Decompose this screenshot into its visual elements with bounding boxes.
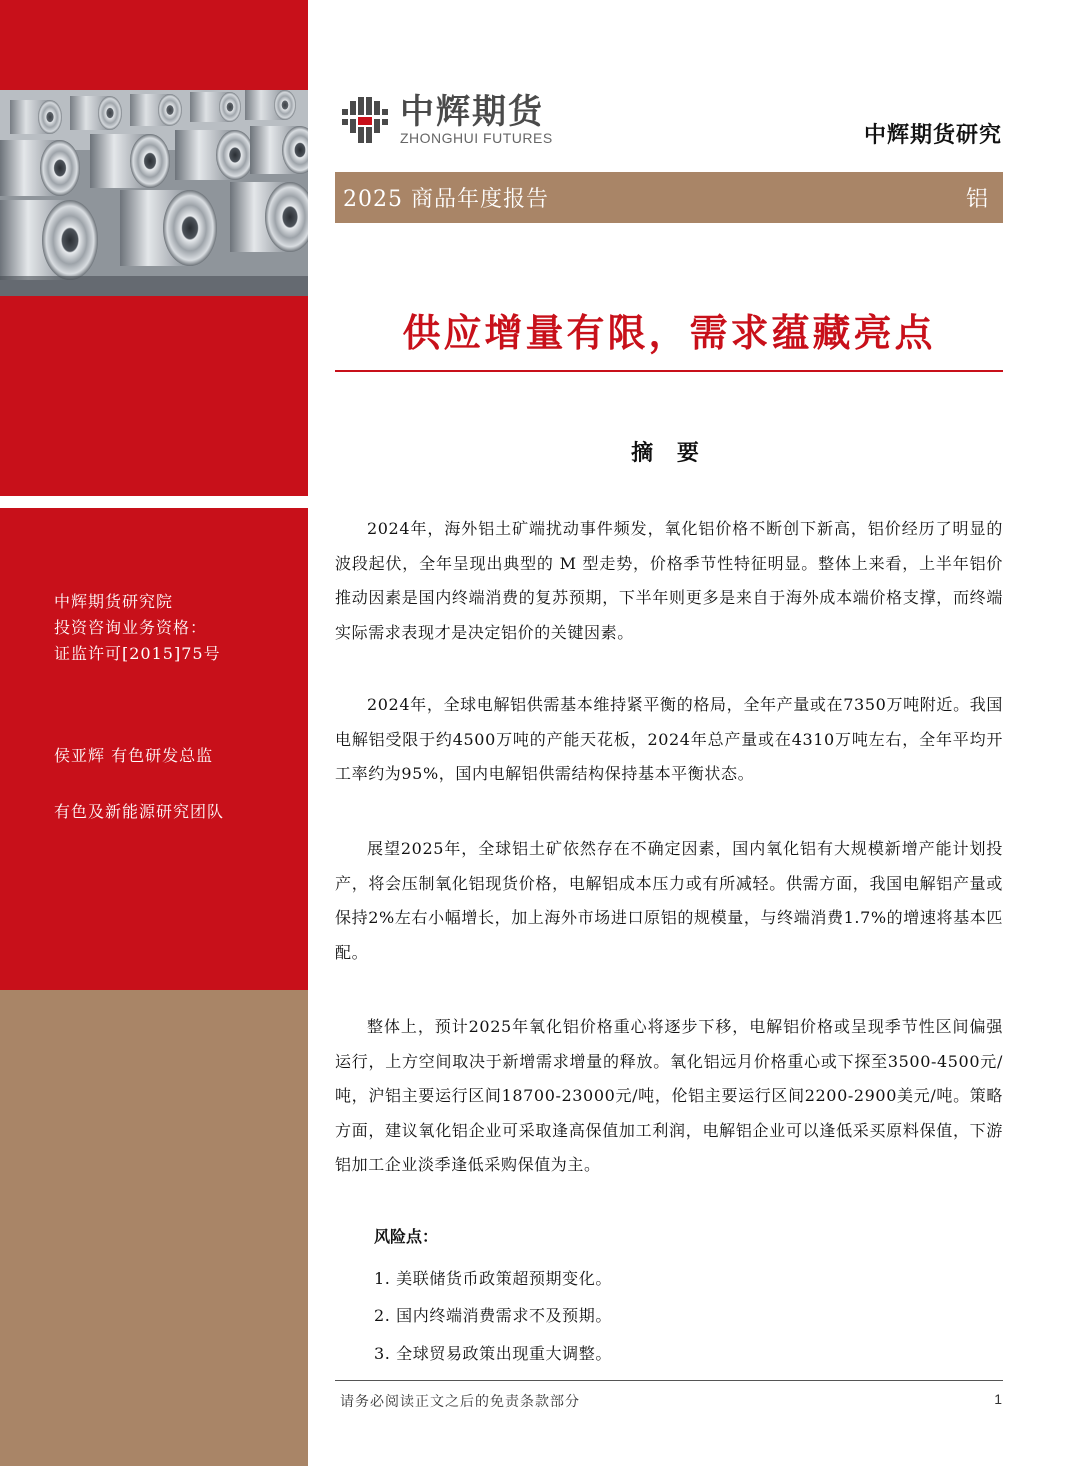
brand-research-label: 中辉期货研究: [863, 122, 1002, 148]
logo-mark-icon: [340, 95, 390, 145]
sidebar-divider: [0, 496, 308, 508]
commodity-label: 铝: [965, 187, 989, 212]
risk-item: 3. 全球贸易政策出现重大调整。: [374, 1344, 612, 1363]
sidebar-analyst: 侯亚辉 有色研发总监: [54, 746, 214, 765]
sidebar-team: 有色及新能源研究团队: [54, 802, 225, 821]
report-type-bar: [335, 172, 1003, 223]
abstract-heading: 摘 要: [631, 440, 707, 466]
sidebar: [0, 0, 308, 1466]
risk-item: 1. 美联储货币政策超预期变化。: [374, 1269, 612, 1288]
footer-rule: [335, 1380, 1003, 1381]
page-number: 1: [994, 1391, 1002, 1407]
company-logo: [340, 92, 553, 148]
risk-item: 2. 国内终端消费需求不及预期。: [374, 1306, 612, 1325]
report-label: 2025 商品年度报告: [343, 187, 549, 212]
report-title: 供应增量有限，需求蕴藏亮点: [402, 310, 936, 355]
abstract-paragraph-4: 整体上，预计2025年氧化铝价格重心将逐步下移，电解铝价格或呈现季节性区间偏强运行，上方空间取决于新增需求增量的释放。氧化铝远月价格重心或下探至3500-4500元/吨，沪铝主要运行区间18700-23000元/吨，伦铝主要运行区间2200-2900美元/吨。策略方面，建议氧化铝企业可采取逢高保值加工利润，电解铝企业可以逢低采买原料保值，下游铝加工企业淡季逢低采购保值为主。: [335, 1017, 1003, 1174]
sidebar-red-band-middle: [0, 296, 308, 496]
sidebar-red-band-top: [0, 0, 308, 90]
sidebar-license: 证监许可[2015]75号: [54, 644, 221, 663]
disclaimer-note: 请务必阅读正文之后的免责条款部分: [340, 1394, 580, 1410]
risk-heading: 风险点：: [374, 1227, 439, 1246]
sidebar-qualification: 投资咨询业务资格：: [54, 618, 208, 637]
sidebar-institute: 中辉期货研究院: [54, 592, 174, 611]
logo-english-name: ZHONGHUI FUTURES: [400, 130, 553, 146]
logo-chinese-name: 中辉期货: [400, 92, 544, 132]
aluminum-coils-photo: [0, 90, 308, 296]
title-underline: [335, 370, 1003, 372]
aluminum-coils-illustration: [0, 90, 308, 296]
abstract-paragraph-3: 展望2025年，全球铝土矿依然存在不确定因素，国内氧化铝有大规模新增产能计划投产，将会压制氧化铝现货价格，电解铝成本压力或有所减轻。供需方面，我国电解铝产量或保持2%左右小幅增长，加上海外市场进口原铝的规模量，与终端消费1.7%的增速将基本匹配。: [335, 839, 1003, 962]
abstract-paragraph-2: 2024年，全球电解铝供需基本维持紧平衡的格局，全年产量或在7350万吨附近。我国电解铝受限于约4500万吨的产能天花板，2024年总产量或在4310万吨左右，全年平均开工率约为95%，国内电解铝供需结构保持基本平衡状态。: [335, 695, 1003, 783]
abstract-paragraph-1: 2024年，海外铝土矿端扰动事件频发，氧化铝价格不断创下新高，铝价经历了明显的波段起伏，全年呈现出典型的 M 型走势，价格季节性特征明显。整体上来看，上半年铝价推动因素是国内终端消费的复苏预期，下半年则更多是来自于海外成本端价格支撑，而终端实际需求表现才是决定铝价的关键因素。: [335, 519, 1003, 642]
sidebar-brown-band: [0, 990, 308, 1466]
